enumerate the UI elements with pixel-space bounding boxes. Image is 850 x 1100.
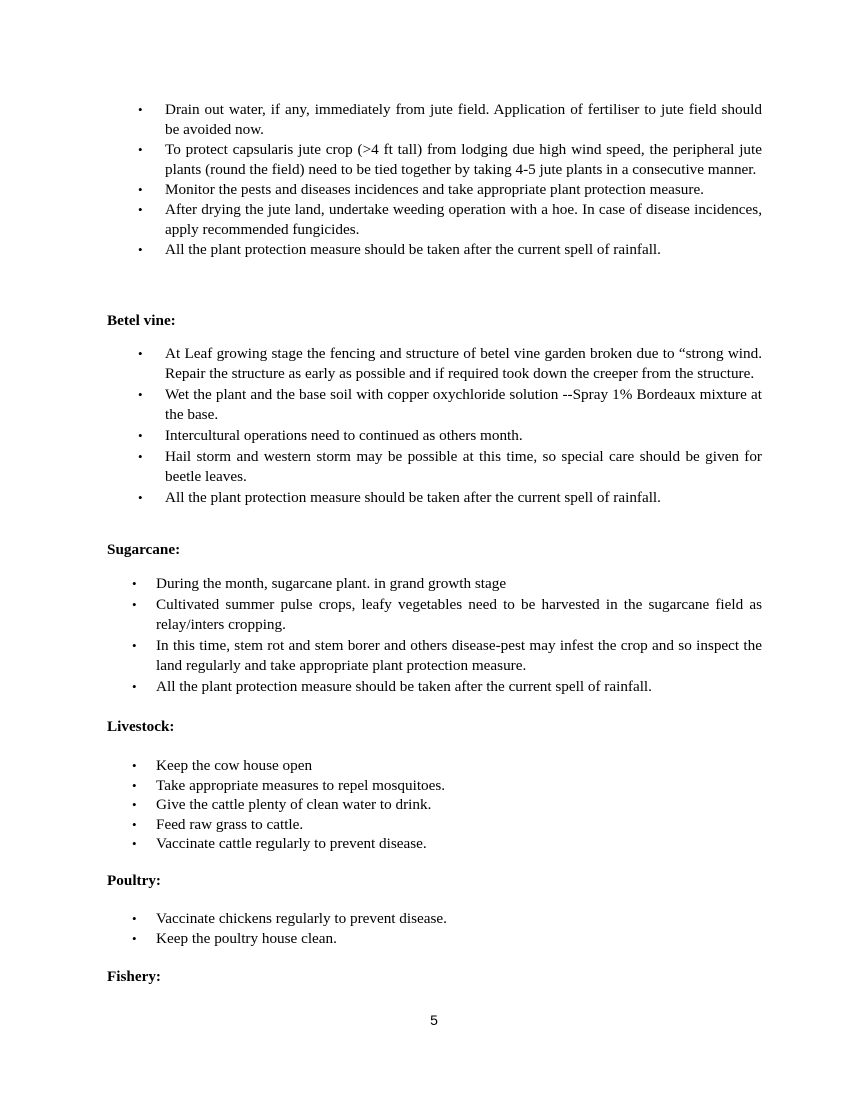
list-item: [138, 344, 762, 384]
bullet-icon: •: [138, 346, 143, 361]
list-item: [132, 677, 762, 697]
list-item-text: Monitor the pests and diseases incidences and take appropriate plant protection measure.: [165, 181, 704, 198]
bullet-icon: •: [138, 242, 143, 257]
list-item: [138, 180, 762, 200]
list-item-text: All the plant protection measure should be taken after the current spell of rainfall.: [165, 241, 661, 258]
list-item: [138, 426, 762, 446]
list-item-text: After drying the jute land, undertake weeding operation with a hoe. In case of disease incidences, apply recommended fungicides.: [165, 201, 762, 238]
betel-vine-advisory-list: [138, 344, 762, 509]
poultry-advisory-list: [132, 909, 762, 948]
jute-advisory-list: [138, 100, 762, 260]
list-item-text: At Leaf growing stage the fencing and structure of betel vine garden broken due to “strong wind. Repair the structure as early as possible and if required took down the creeper from the structure.: [165, 345, 762, 382]
list-item-text: Take appropriate measures to repel mosquitoes.: [156, 776, 446, 794]
section-heading-betel-vine: Betel vine:: [107, 312, 176, 329]
list-item: [132, 909, 762, 929]
list-item: [132, 834, 762, 854]
list-item: [138, 385, 762, 425]
list-item: [138, 447, 762, 487]
list-item: [132, 756, 762, 776]
list-item: [132, 636, 762, 676]
list-item-text: All the plant protection measure should be taken after the current spell of rainfall.: [165, 489, 661, 506]
list-item-text: During the month, sugarcane plant. in grand growth stage: [156, 575, 507, 592]
bullet-icon: •: [132, 679, 137, 694]
list-item-text: Vaccinate cattle regularly to prevent disease.: [156, 835, 427, 852]
list-item: [132, 776, 762, 796]
bullet-icon: •: [132, 930, 137, 946]
list-item-text: Keep the cow house open: [156, 757, 313, 774]
list-item: [132, 595, 762, 635]
list-item: [138, 488, 762, 508]
list-item: [132, 574, 762, 594]
list-item: [132, 815, 762, 835]
bullet-icon: •: [138, 428, 143, 443]
list-item-text: Cultivated summer pulse crops, leafy vegetables need to be harvested in the sugarcane field as relay/inters cropping.: [156, 596, 762, 633]
list-item: [132, 929, 762, 949]
list-item-text: To protect capsularis jute crop (>4 ft tall) from lodging due high wind speed, the peripheral jute plants (round the field) need to be tied together by taking 4-5 jute plants in a consecutive manner.: [165, 141, 762, 178]
section-heading-livestock: Livestock:: [107, 718, 175, 735]
list-item-text: Intercultural operations need to continued as others month.: [165, 427, 523, 444]
bullet-icon: •: [132, 797, 137, 812]
list-item-text: All the plant protection measure should be taken after the current spell of rainfall.: [156, 678, 652, 695]
bullet-icon: •: [132, 911, 137, 926]
list-item: [138, 240, 762, 260]
list-item: [138, 100, 762, 140]
bullet-icon: •: [138, 449, 143, 464]
list-item-text: Drain out water, if any, immediately from jute field. Application of fertiliser to jute field should be avoided now.: [165, 101, 762, 138]
bullet-icon: •: [138, 182, 143, 197]
list-item: [138, 140, 762, 180]
bullet-icon: •: [132, 836, 137, 851]
list-item-text: Wet the plant and the base soil with copper oxychloride solution --Spray 1% Bordeaux mixture at the base.: [165, 386, 762, 423]
list-item-text: In this time, stem rot and stem borer and others disease-pest may infest the crop and so inspect the land regularly and take appropriate plant protection measure.: [156, 637, 762, 674]
bullet-icon: •: [132, 816, 137, 832]
bullet-icon: •: [132, 576, 137, 591]
bullet-icon: •: [138, 490, 143, 505]
sugarcane-advisory-list: [132, 574, 762, 698]
section-heading-sugarcane: Sugarcane:: [107, 541, 181, 558]
bullet-icon: •: [132, 758, 137, 773]
list-item-text: Hail storm and western storm may be possible at this time, so special care should be given for beetle leaves.: [165, 448, 762, 485]
bullet-icon: •: [138, 102, 143, 117]
list-item: [132, 795, 762, 815]
bullet-icon: •: [138, 202, 143, 217]
bullet-icon: •: [132, 597, 137, 612]
list-item-text: Keep the poultry house clean.: [156, 929, 337, 947]
section-heading-poultry: Poultry:: [107, 872, 161, 889]
bullet-icon: •: [138, 387, 143, 402]
list-item-text: Feed raw grass to cattle.: [156, 815, 304, 833]
livestock-advisory-list: [132, 756, 762, 854]
section-heading-fishery: Fishery:: [107, 968, 161, 985]
bullet-icon: •: [132, 638, 137, 653]
list-item: [138, 200, 762, 240]
page-number: 5: [430, 1012, 438, 1028]
list-item-text: Vaccinate chickens regularly to prevent disease.: [156, 910, 447, 927]
bullet-icon: •: [132, 777, 137, 793]
bullet-icon: •: [138, 142, 143, 157]
list-item-text: Give the cattle plenty of clean water to drink.: [156, 796, 432, 813]
